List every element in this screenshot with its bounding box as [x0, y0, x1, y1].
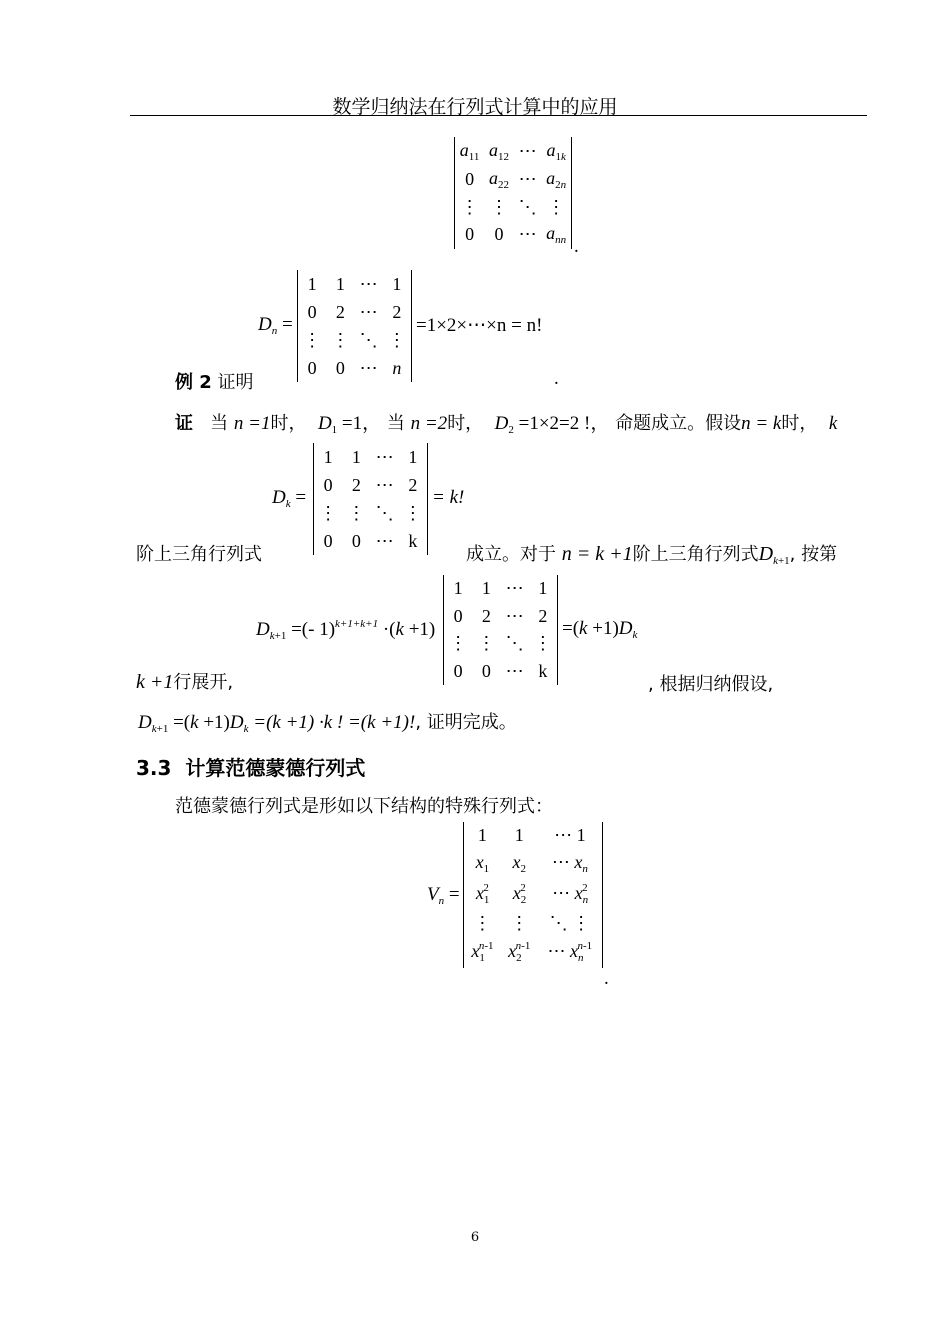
proof-shi2: 时，	[447, 413, 484, 434]
section-heading	[136, 752, 365, 781]
final-done: , 证明完成。	[415, 712, 517, 733]
det-n: 1 1 ⋯ 1 0 2 ⋯ 2 ⋮ ⋮ ⋱ ⋮ 0 0 ⋯ n	[297, 270, 412, 382]
proof-nk: n = k	[741, 413, 782, 434]
period-1: .	[574, 236, 579, 257]
proof-shi3: 时，	[781, 413, 818, 434]
dk1-rhs: $=(k +1)D_k$	[562, 618, 638, 641]
proof-line: 证 当 n =1时， $D_1 =1$， 当 n =2时， $D_2 =1\times 2=2$ !， 命题成立。假设n = k时， k	[175, 413, 838, 436]
dk1-lhs: $D_{k+1}$ =(- 1)$^{k+1+k+1}$ ·(k +1)	[256, 618, 436, 642]
section-title: 计算范德蒙德行列式	[185, 756, 366, 780]
dk-lhs: $D_k$ =	[272, 487, 307, 510]
dn-lhs: $D_n$ =	[258, 314, 293, 337]
stage-prefix: 阶上三角行列式	[136, 544, 262, 565]
expand-line	[136, 668, 233, 694]
period-2: .	[554, 368, 559, 389]
proof-label: 证	[175, 413, 193, 434]
example-text: 证明	[217, 372, 254, 393]
final-eq: $D_{k+1} =(k +1)D_k =(k +1) \cdot k$ ! =(k +1)!, 证明完成。	[138, 712, 517, 735]
running-header: 数学归纳法在行列式计算中的应用	[332, 96, 618, 118]
example-2	[175, 368, 254, 394]
det-k1: 1 1 ⋯ 1 0 2 ⋯ 2 ⋮ ⋮ ⋱ ⋮ 0 0 ⋯ k	[443, 575, 558, 685]
proof-k: k	[828, 413, 838, 434]
proof-holds: 命题成立。假设	[615, 413, 742, 434]
stage-n: n = k +1	[561, 543, 633, 565]
det-generic: $a_{11}$ $a_{12}$ ⋯ $a_{1k}$ 0 $a_{22}$ ⋯ $a_{2n}$ ⋮ ⋮ ⋱ ⋮ 0 0 ⋯ $a_{nn}$	[454, 137, 572, 249]
dn-rhs: =1×2×⋯×n = n!	[416, 315, 543, 336]
proof-d2: =1×2=2 !，	[518, 413, 610, 434]
dk-rhs: = k!	[432, 487, 465, 508]
proof-n1: n =1	[233, 413, 271, 434]
dk1-exp: k+1+k+1	[335, 618, 379, 630]
stage-suffix: , 按第	[789, 544, 838, 565]
det-k: 1 1 ⋯ 1 0 2 ⋯ 2 ⋮ ⋮ ⋱ ⋮ 0 0 ⋯ k	[313, 443, 428, 555]
vn-lhs: $V_n$ =	[427, 884, 460, 907]
det-vandermonde: 1 1 ⋯ 1 $x_1$ $x_2$ ⋯ $x_n$ $x_1^2$ $x_2^2$ ⋯ $x_n^2$ ⋮ ⋮ ⋱ ⋮ $x_1^{n-1}$ $x_2^{n-1}$ ⋯ $x_n^{n-1}$	[463, 822, 603, 968]
expand-text: 行展开,	[173, 672, 234, 693]
page-number: 6	[470, 1230, 480, 1245]
stage-line: 成立。对于 n = k +1阶上三角行列式$D_{k+1}$, 按第	[466, 543, 838, 567]
proof-when1: 当	[210, 413, 229, 434]
proof-d1: =1，	[341, 413, 382, 434]
example-label: 例 2	[175, 372, 212, 393]
induction-text: , 根据归纳假设,	[648, 674, 774, 695]
final-eq-text: =(k +1) ·k ! =(k +1)!	[253, 712, 416, 733]
expand-k1: k +1	[136, 671, 174, 693]
proof-n2: n =2	[410, 413, 448, 434]
period-3: .	[604, 968, 609, 989]
proof-shi1: 时，	[270, 413, 307, 434]
vandermonde-intro: 范德蒙德行列式是形如以下结构的特殊行列式：	[175, 796, 553, 817]
header-rule	[130, 115, 867, 116]
stage-mid: 阶上三角行列式	[632, 544, 759, 565]
proof-when2: 当	[386, 413, 405, 434]
section-number: 3.3	[136, 756, 172, 780]
stage-holds: 成立。对于	[466, 544, 556, 565]
